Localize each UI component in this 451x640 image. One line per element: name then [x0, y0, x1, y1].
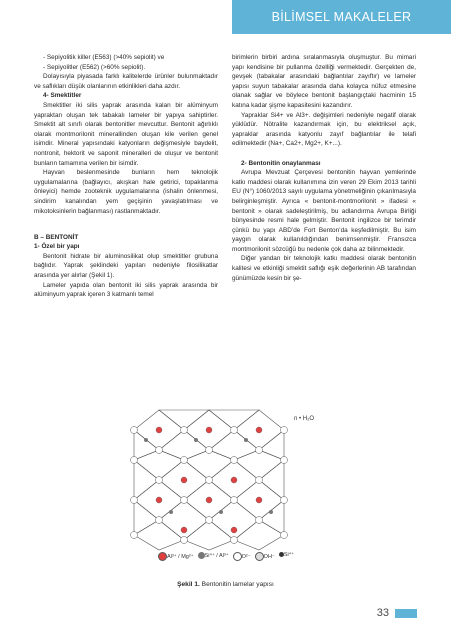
- paragraph: Bentonit hidrate bir aluminosilikat olup smektitler grubuna bağlıdır. Yaprak şeklindeki yapıları nedeniyle filosilikatlar arasında yer alırlar (Şekil 1).: [34, 252, 218, 280]
- paragraph: Yapraklar Si4+ ve Al3+. değişimleri nedeniyle negatif olarak yüklüdür. Nötralite kazandırmak için, bu elektriksel açık, yapraklar arasında katyonlu zayıf bağlantılar ile telafi edilmektedir (Na+, Ca2+, Mg2+, K+...).: [232, 111, 416, 148]
- section-title: BİLİMSEL MAKALELER: [271, 10, 412, 24]
- page-footer: [377, 607, 417, 619]
- page-number: 33: [376, 607, 389, 619]
- bullet-sepiyolitler: - Sepiyolitler (E562) (>60% sepiolit).: [43, 63, 146, 71]
- paragraph: Smektitler iki silis yaprak arasında kalan bir alüminyum yapraktan oluşan tek tabakalı lameler bir yapıya sahiptirler. Smektit alt sınıfı olarak bentonitler mevcuttur. Bentonit ağırlıklı olarak montmorilonit minerallinden oluşan kile verilen genel isimdir. Mineral yapısındaki katyonların değişmesiyle baydelit, nontronit, hektorit ve saponit mineralleri de oluşur ve bentonit bunların tamamına verilen bir isimdir.: [34, 101, 218, 167]
- heading-smektitler: 4- Smektitler: [43, 92, 82, 100]
- paragraph: Lameler yapıda olan bentonit iki silis yaprak arasında bir alüminyum yaprak içeren 3 katmanlı temel: [34, 281, 218, 299]
- legend-item: OH⁻: [255, 552, 275, 561]
- caption-label: Şekil 1.: [177, 581, 200, 588]
- figure-legend: [158, 552, 308, 561]
- legend-item: Si⁴⁺ / Al³⁺: [198, 552, 229, 561]
- paragraph: Dolayısıyla piyasada farklı kalitelerde ürünler bulunmaktadır ve saflıkları düşük olanlarının etkinlikleri daha azdır.: [34, 73, 218, 90]
- section-header: [232, 0, 451, 34]
- figure-caption: [0, 581, 451, 588]
- paragraph: Avrupa Mevzuat Çerçevesi bentonitin hayvan yemlerinde katkı maddesi olarak kullanımına izin veren 29 Ekim 2013 tarihli EU (N°) 1060/2013 sayılı uygulama yönetmeliğinin çıkarılmasıyla belirginleşmiştir. Ayrıca « bentonit-montmorilonit » ifadesi « bentonit » olarak sadeleştirilmiş, bu adlandırma Avrupa Birliği bünyesinde resmi hale gelmiştir. Bentonit ingilizce bir terimdir çünkü bu yapı ABD’de Fort Benton’da keşfedilmiştir. Bu isim yaygın olarak kullanıldığından benimsenmiştir. Fransızca montmorilonit sözcüğü bu nedenle çok daha az bilinmektedir.: [232, 169, 416, 253]
- bentonite-structure-figure: [124, 400, 315, 570]
- paragraph: Diğer yandan bir teknolojik katkı maddesi olarak bentonitin kalitesi ve etkinliği smektit saflığı eşik değerlerinin AB tarafından günümüzde kesin bir şe-: [232, 255, 416, 282]
- right-column: [232, 53, 416, 283]
- page-tab-marker: [395, 609, 417, 618]
- hydroxyl-icon: [255, 552, 264, 561]
- heading-ozel-yapi: 1- Özel bir yapı: [34, 243, 80, 251]
- silicon-atom-icon: [198, 552, 205, 559]
- paragraph: birimlerin birbiri ardına sıralanmasıyla oluşmuştur. Bu mimari yapı kendisine bir pullanma özelliği vermektedir. Gerçekten de, gevşek (tabakalar arasındaki bağlantılar zayıftır) ve lameler yapısı suyun tabakalar arasında daha kolayca nüfuz etmesine olanak sağlar ve böylece bentonit başlangıçtaki hacminin 15 katına kadar şişme kapasitesini kazandırır.: [232, 54, 416, 109]
- left-column: [34, 53, 218, 300]
- heading-bentonit-onay: 2- Bentonitin onaylanması: [241, 159, 321, 167]
- bullet-sepiyolitik-killer: - Sepiyolitik killer (E563) (>40% sepiolit) ve: [43, 54, 165, 61]
- section-heading-bentonit: B – BENTONİT: [34, 233, 79, 241]
- paragraph: Hayvan beslenmesinde bunların hem teknolojik uygulamalarına (bağlayıcı, akışkan hale getirici, topaklanma önleyici) hemde zooteknik uygulamalarına (ishalin önlenmesi, sindirim kanalından yem geçişinin yavaşlatılması ve mikotoksinlerin bağlanması) rastlanmaktadır.: [34, 169, 218, 215]
- legend-item: Al³⁺ / Mg²⁺: [158, 552, 194, 561]
- crystal-structure-diagram: [124, 400, 324, 570]
- oxygen-atom-icon: [233, 552, 242, 561]
- water-label: n • H₂O: [294, 416, 315, 422]
- legend-item: Si⁴⁺: [279, 552, 294, 561]
- caption-text: Bentonitin lamelar yapısı: [199, 581, 274, 588]
- aluminum-atom-icon: [158, 552, 167, 561]
- legend-item: O²⁻: [233, 552, 251, 561]
